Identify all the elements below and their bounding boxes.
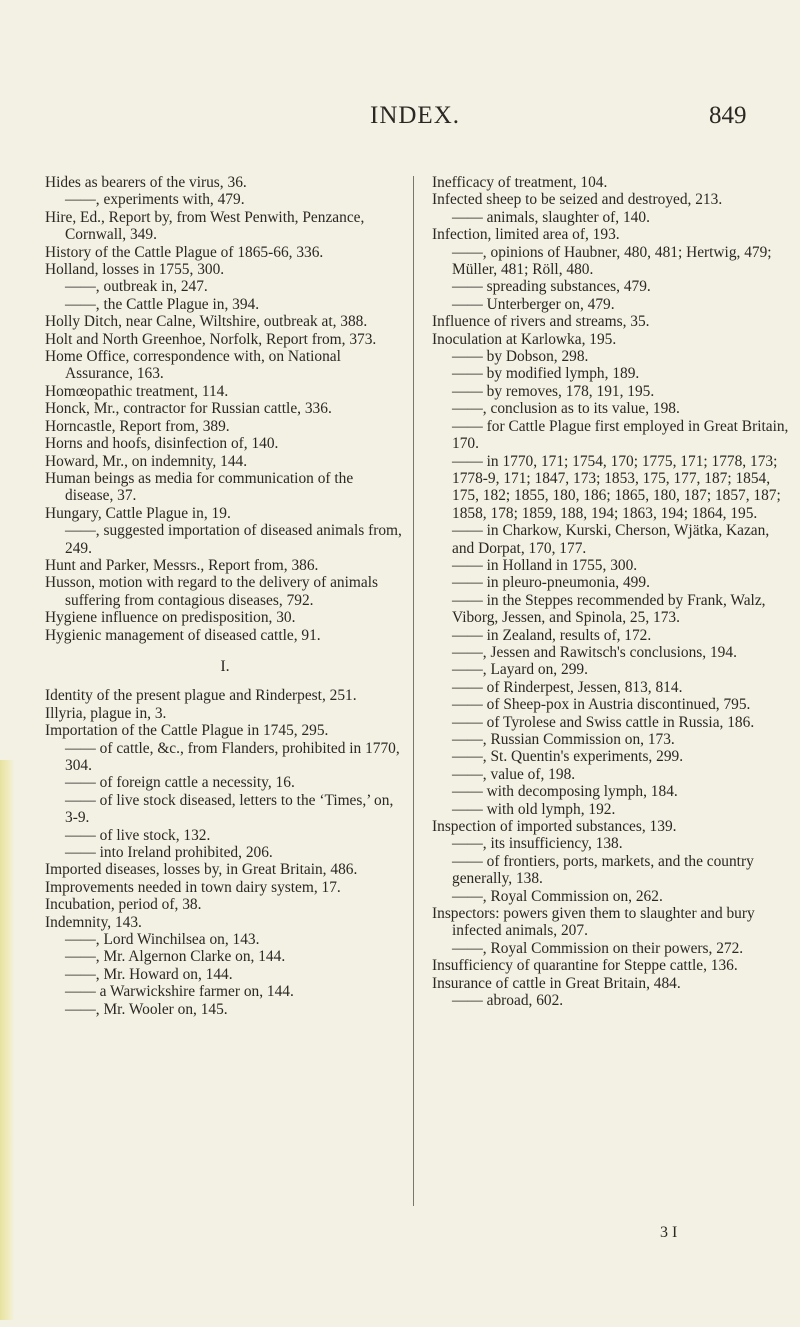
index-entry: Home Office, correspondence with, on National Assurance, 163.: [45, 348, 341, 383]
index-entry: ——, value of, 198.: [452, 765, 576, 783]
index-entry: Human beings as media for communication of the disease, 37.: [45, 469, 354, 505]
index-entry: ——, Mr. Algernon Clarke on, 144.: [65, 948, 286, 966]
index-entry: —— in Charkow, Kurski, Cherson, Wjätka, Kazan, and Dorpat, 170, 177.: [452, 522, 770, 557]
index-entry: Hire, Ed., Report by, from West Penwith, Penzance, Cornwall, 349.: [45, 208, 365, 244]
index-entry: —— of Rinderpest, Jessen, 813, 814.: [452, 678, 683, 696]
index-entry: —— of frontiers, ports, markets, and the country generally, 138.: [452, 852, 754, 888]
right-index-column: [432, 174, 792, 1010]
index-entry: Hides as bearers of the virus, 36.: [45, 174, 247, 191]
index-entry: Horns and hoofs, disinfection of, 140.: [45, 435, 279, 453]
index-entry: Indemnity, 143.: [45, 913, 142, 931]
index-entry: ——, Layard on, 299.: [452, 661, 588, 679]
section-letter: I.: [220, 657, 230, 675]
column-divider: [413, 176, 414, 1206]
i-entries-left: [45, 687, 405, 1018]
index-entry: ——, Mr. Wooler on, 145.: [65, 1000, 228, 1018]
index-entry: —— by modified lymph, 189.: [452, 365, 640, 383]
index-entry: ——, Royal Commission on, 262.: [452, 887, 663, 905]
index-entry: Insufficiency of quarantine for Steppe cattle, 136.: [432, 957, 738, 975]
index-entry: ——, Jessen and Rawitsch's conclusions, 194.: [452, 643, 737, 661]
h-entries: [45, 174, 405, 644]
index-entry: Hungary, Cattle Plague in, 19.: [45, 504, 231, 522]
index-entry: ——, Mr. Howard on, 144.: [65, 965, 233, 983]
index-entry: History of the Cattle Plague of 1865-66, 336.: [45, 243, 324, 261]
index-entry: ——, conclusion as to its value, 198.: [452, 400, 680, 418]
index-entry: ——, the Cattle Plague in, 394.: [65, 295, 260, 313]
index-entry: —— in 1770, 171; 1754, 170; 1775, 171; 1778, 173; 1778-9, 171; 1847, 173; 1853, 175, 177, 187; 1854, 175, 182; 1855, 180, 186; 1865, 180, 187; 1857, 187; 1858, 178; 1859, 188, 194; 1863, 194; 1864, 195.: [452, 452, 781, 522]
index-entry: Illyria, plague in, 3.: [45, 704, 167, 722]
index-entry: —— abroad, 602.: [452, 992, 564, 1010]
signature-mark: 3 I: [660, 1224, 678, 1241]
index-entry: Inoculation at Karlowka, 195.: [432, 330, 617, 348]
index-entry: —— in pleuro-pneumonia, 499.: [452, 574, 650, 592]
index-entry: Hygienic management of diseased cattle, 91.: [45, 626, 321, 644]
page-header: [0, 102, 800, 142]
index-entry: —— for Cattle Plague first employed in Great Britain, 170.: [452, 417, 789, 453]
index-entry: —— with decomposing lymph, 184.: [452, 783, 678, 801]
index-entry: ——, opinions of Haubner, 480, 481; Hertwig, 479; Müller, 481; Röll, 480.: [452, 243, 772, 279]
index-entry: —— of cattle, &c., from Flanders, prohibited in 1770, 304.: [65, 739, 400, 774]
index-entry: Incubation, period of, 38.: [45, 896, 202, 914]
index-entry: ——, Royal Commission on their powers, 272.: [452, 939, 744, 957]
left-index-column: [45, 174, 405, 1018]
index-entry: Horncastle, Report from, 389.: [45, 417, 230, 435]
index-entry: Improvements needed in town dairy system, 17.: [45, 878, 341, 896]
index-entry: —— of live stock, 132.: [65, 826, 211, 844]
index-entry: Homœopathic treatment, 114.: [45, 382, 229, 400]
index-entry: ——, suggested importation of diseased animals from, 249.: [65, 522, 402, 557]
index-entry: Holly Ditch, near Calne, Wiltshire, outbreak at, 388.: [45, 313, 368, 331]
index-entry: —— by removes, 178, 191, 195.: [452, 382, 655, 400]
index-entry: —— of Sheep-pox in Austria discontinued, 795.: [452, 696, 751, 714]
index-entry: Identity of the present plague and Rinderpest, 251.: [45, 687, 357, 705]
index-entry: ——, Lord Winchilsea on, 143.: [65, 931, 260, 949]
index-entry: —— animals, slaughter of, 140.: [452, 208, 650, 226]
index-entry: ——, St. Quentin's experiments, 299.: [452, 748, 684, 766]
index-entry: Inefficacy of treatment, 104.: [432, 174, 608, 191]
index-entry: Importation of the Cattle Plague in 1745, 295.: [45, 722, 329, 740]
index-entry: ——, Russian Commission on, 173.: [452, 731, 675, 748]
index-entry: —— of Tyrolese and Swiss cattle in Russia, 186.: [452, 713, 755, 731]
index-entry: Inspection of imported substances, 139.: [432, 818, 677, 836]
index-entry: —— with old lymph, 192.: [452, 800, 616, 818]
running-head: INDEX.: [370, 102, 461, 129]
index-entry: —— of foreign cattle a necessity, 16.: [65, 774, 295, 792]
index-entry: Imported diseases, losses by, in Great Britain, 486.: [45, 861, 358, 879]
index-entry: —— in Holland in 1755, 300.: [452, 556, 638, 574]
index-entry: —— into Ireland prohibited, 206.: [65, 844, 273, 862]
index-entry: —— spreading substances, 479.: [452, 278, 651, 296]
index-entry: Husson, motion with regard to the delivery of animals suffering from contagious diseases, 792.: [45, 574, 378, 609]
index-entry: Insurance of cattle in Great Britain, 484.: [432, 974, 681, 992]
index-entry: Holland, losses in 1755, 300.: [45, 261, 225, 279]
index-entry: ——, outbreak in, 247.: [65, 278, 208, 296]
index-entry: —— by Dobson, 298.: [452, 348, 589, 366]
index-entry: Inspectors: powers given them to slaughter and bury infected animals, 207.: [432, 905, 755, 940]
index-entry: Holt and North Greenhoe, Norfolk, Report from, 373.: [45, 330, 377, 348]
index-entry: ——, its insufficiency, 138.: [452, 835, 623, 853]
index-entry: Influence of rivers and streams, 35.: [432, 313, 650, 331]
index-entry: Infected sheep to be seized and destroyed, 213.: [432, 191, 723, 209]
index-entry: Howard, Mr., on indemnity, 144.: [45, 452, 248, 470]
index-entry: ——, experiments with, 479.: [65, 191, 245, 209]
i-entries-right: [432, 174, 792, 1010]
index-entry: —— a Warwickshire farmer on, 144.: [65, 983, 294, 1001]
index-entry: Honck, Mr., contractor for Russian cattle, 336.: [45, 400, 332, 418]
index-entry: Infection, limited area of, 193.: [432, 226, 620, 244]
index-entry: Hygiene influence on predisposition, 30.: [45, 609, 296, 627]
index-entry: —— Unterberger on, 479.: [452, 295, 615, 313]
page-number: 849: [709, 102, 747, 129]
index-entry: —— in the Steppes recommended by Frank, Walz, Viborg, Jessen, and Spinola, 25, 173.: [452, 591, 766, 627]
page-binding-edge: [0, 760, 14, 1320]
index-entry: —— of live stock diseased, letters to the ‘Times,’ on, 3-9.: [65, 791, 394, 827]
index-entry: Hunt and Parker, Messrs., Report from, 386.: [45, 556, 319, 574]
index-entry: —— in Zealand, results of, 172.: [452, 626, 652, 644]
